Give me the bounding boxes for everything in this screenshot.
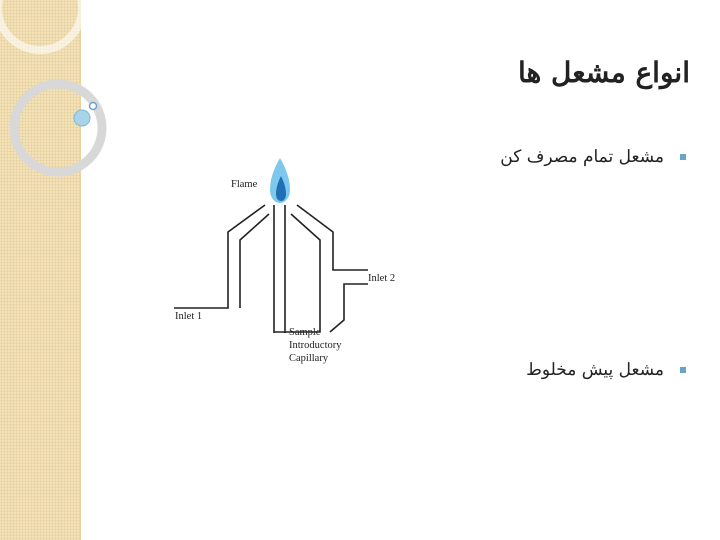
right-outer-wall-top [297, 205, 368, 270]
left-outer-wall [174, 205, 265, 308]
right-inner-wall [274, 214, 320, 332]
bullet-text: مشعل پیش مخلوط [526, 360, 664, 380]
square-bullet-icon [680, 154, 686, 160]
decorative-circles [0, 0, 140, 200]
inlet-2-label: Inlet 2 [368, 273, 396, 284]
large-ring [14, 84, 102, 172]
tiny-bubble [90, 103, 97, 110]
square-bullet-icon [680, 367, 686, 373]
bullet-item [526, 360, 686, 380]
inlet-1-label: Inlet 1 [175, 311, 203, 322]
flame-label: Flame [231, 179, 258, 190]
sample-label-line2: Introductory [289, 340, 342, 351]
sample-label-line1: Sample [289, 327, 321, 338]
burner-diagram [160, 150, 420, 370]
burner-walls [174, 205, 368, 333]
bullet-item [500, 147, 686, 167]
left-inner-wall [240, 214, 269, 308]
bullet-text: مشعل تمام مصرف کن [500, 147, 664, 167]
sample-label-line3: Capillary [289, 353, 329, 364]
slide-title: انواع مشعل ها [517, 56, 690, 89]
small-bubble [74, 110, 90, 126]
flame-icon [270, 158, 290, 203]
right-outer-wall-bottom [330, 284, 368, 332]
